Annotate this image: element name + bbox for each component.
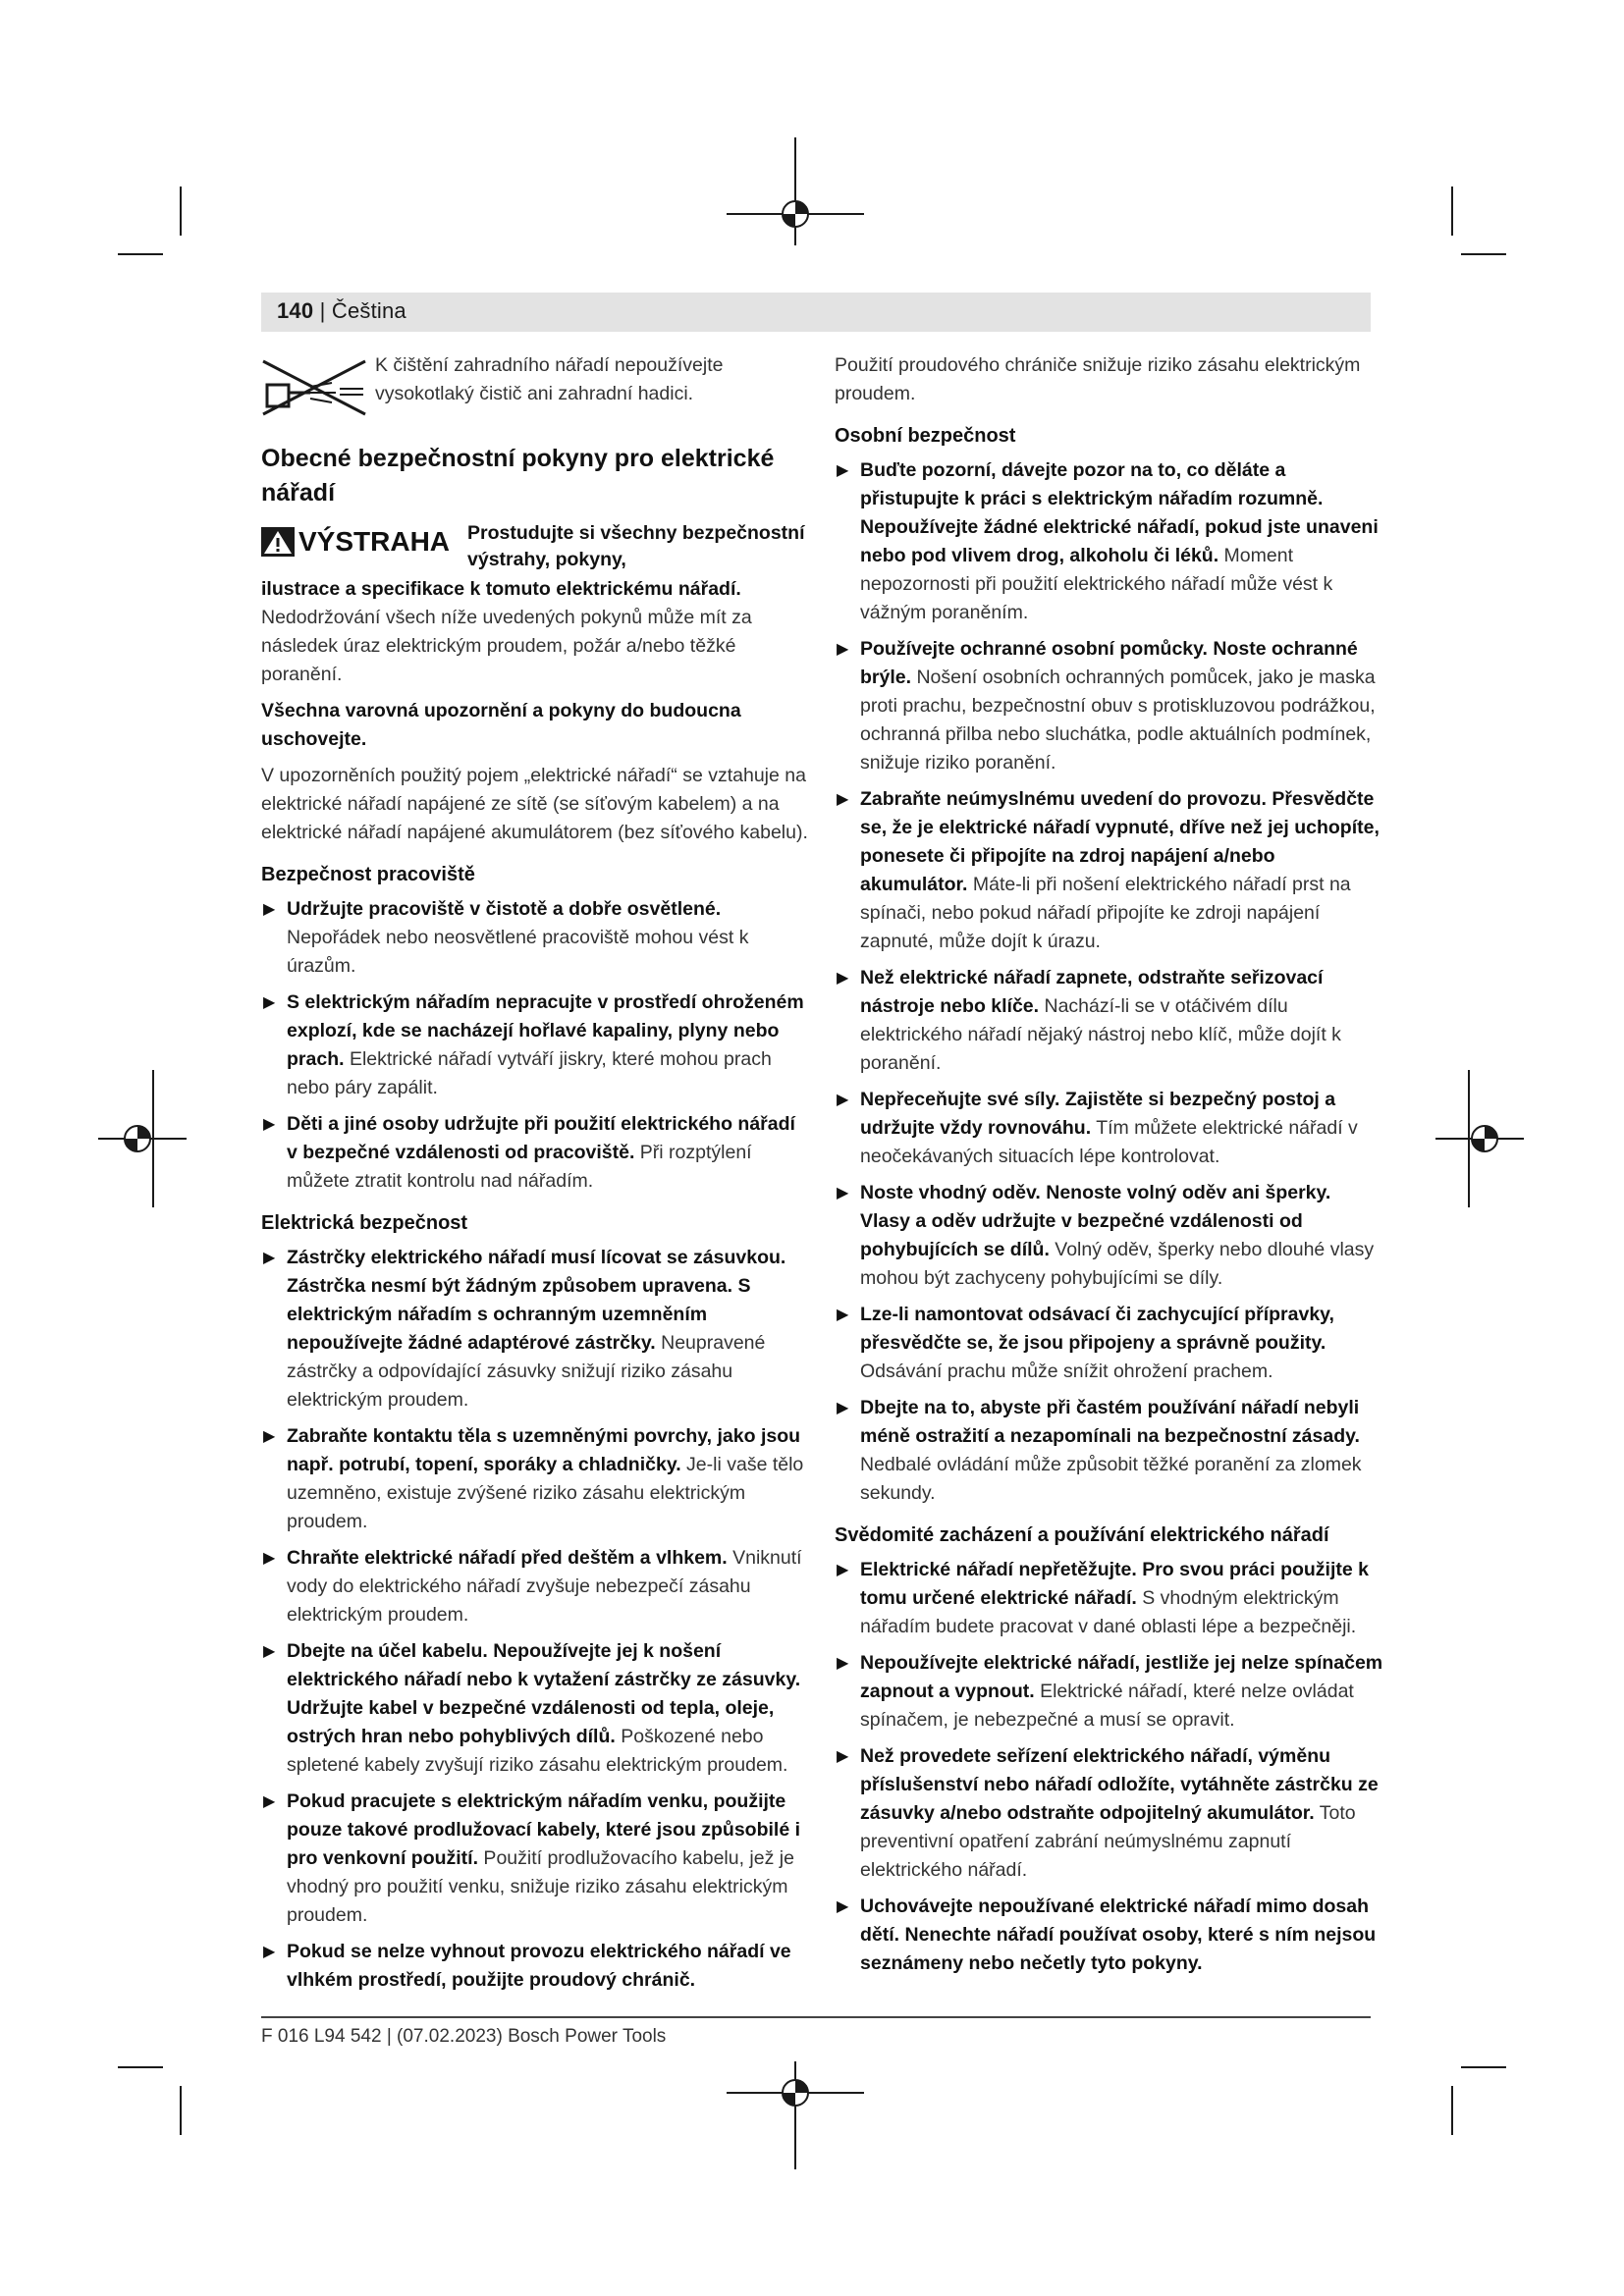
bullet-arrow-icon: ▶ bbox=[837, 1562, 849, 1578]
bullet-text: S vhodným elektrickým nářadím budete pracovat v dané oblasti lépe a bezpečněji. bbox=[860, 1587, 1357, 1637]
section-heading: Bezpečnost pracoviště bbox=[261, 864, 475, 885]
bullet-bold-text: S elektrickým nářadím nepracujte v prostředí ohroženém explozí, kde se nacházejí hořlavé kapaliny, plyny nebo prach. bbox=[287, 991, 804, 1070]
crop-mark bbox=[180, 187, 182, 236]
section-heading: Svědomité zacházení a používání elektrického nářadí bbox=[835, 1524, 1329, 1546]
bullet-arrow-icon: ▶ bbox=[837, 970, 849, 987]
warning-head: Prostudujte si všechny bezpečnostní výstrahy, pokyny, bbox=[467, 522, 805, 570]
garden-note-text: K čištění zahradního nářadí nepoužívejte vysokotlaký čistič ani zahradní hadici. bbox=[375, 354, 724, 404]
bullet-item bbox=[835, 456, 1384, 627]
bullet-arrow-icon: ▶ bbox=[263, 1643, 276, 1660]
warning-label-text: VÝSTRAHA bbox=[298, 526, 451, 557]
bullet-bold-text: Zabraňte neúmyslnému uvedení do provozu. Přesvědčte se, že je elektrické nářadí vypnuté, dříve než jej uchopíte, ponesete či připojíte na zdroj napájení a/nebo akumulátor. bbox=[860, 788, 1380, 895]
bullet-text: Vniknutí vody do elektrického nářadí zvyšuje nebezpečí zásahu elektrickým proudem. bbox=[287, 1547, 802, 1626]
bullet-item bbox=[261, 895, 811, 981]
page-number: 140 bbox=[277, 298, 314, 323]
term-note: V upozorněních použitý pojem „elektrické nářadí“ se vztahuje na elektrické nářadí napájené ze sítě (se síťovým kabelem) a na elektrické nářadí napájené akumulátorem (bez síťového kabelu). bbox=[261, 765, 808, 843]
bullet-bold-text: Lze-li namontovat odsávací či zachycující přípravky, přesvědčte se, že jsou připojeny a správně použity. bbox=[860, 1304, 1334, 1354]
bullet-arrow-icon: ▶ bbox=[263, 1550, 276, 1567]
bullet-bold-text: Děti a jiné osoby udržujte při použití elektrického nářadí v bezpečné vzdálenosti od pracoviště. bbox=[287, 1113, 795, 1163]
bullet-item bbox=[835, 964, 1384, 1078]
registration-mark-icon bbox=[727, 2061, 864, 2169]
section-title: Obecné bezpečnostní pokyny pro elektrické nářadí bbox=[261, 445, 775, 507]
bullet-bold-text: Noste vhodný oděv. Nenoste volný oděv ani šperky. Vlasy a oděv udržujte v bezpečné vzdálenosti od pohybujících se dílů. bbox=[860, 1182, 1331, 1260]
bullet-text: Je-li vaše tělo uzemněno, existuje zvýšené riziko zásahu elektrickým proudem. bbox=[287, 1454, 804, 1532]
bullet-item bbox=[261, 988, 811, 1102]
bullet-arrow-icon: ▶ bbox=[837, 1748, 849, 1765]
bullet-bold-text: Zabraňte kontaktu těla s uzemněnými povrchy, jako jsou např. potrubí, topení, sporáky a chladničky. bbox=[287, 1425, 801, 1475]
warning-triangle-icon bbox=[261, 527, 295, 557]
bullet-item bbox=[835, 1893, 1384, 1978]
bullet-bold-text: Elektrické nářadí nepřetěžujte. Pro svou práci použijte k tomu určené elektrické nářadí. bbox=[860, 1559, 1369, 1609]
left-column bbox=[261, 351, 811, 2002]
crop-mark bbox=[1461, 253, 1506, 255]
bullet-item bbox=[835, 1556, 1384, 1641]
bullet-arrow-icon: ▶ bbox=[837, 1185, 849, 1201]
bullet-text: Máte-li při nošení elektrického nářadí prst na spínači, nebo pokud nářadí připojíte ke zdroji napájení zapnuté, může dojít k úrazu. bbox=[860, 874, 1351, 952]
footer-text: F 016 L94 542 | (07.02.2023) Bosch Power Tools bbox=[261, 2026, 667, 2047]
crop-mark bbox=[1461, 2066, 1506, 2068]
bullet-text: Nepořádek nebo neosvětlené pracoviště mohou vést k úrazům. bbox=[287, 927, 749, 977]
bullet-bold-text: Dbejte na to, abyste při častém používání nářadí nebyli méně ostražití a nezapomínali na bezpečnostní zásady. bbox=[860, 1397, 1360, 1447]
bullet-text: Elektrické nářadí vytváří jiskry, které mohou prach nebo páry zapálit. bbox=[287, 1048, 772, 1098]
no-pressure-washer-icon bbox=[261, 357, 369, 418]
bullet-item bbox=[261, 1422, 811, 1536]
bullet-text: Odsávání prachu může snížit ohrožení prachem. bbox=[860, 1361, 1273, 1382]
bullet-bold-text: Pokud se nelze vyhnout provozu elektrického nářadí ve vlhkém prostředí, použijte proudový chránič. bbox=[287, 1941, 791, 1991]
bullet-bold-text: Buďte pozorní, dávejte pozor na to, co děláte a přistupujte k práci s elektrickým nářadím rozumně. Nepoužívejte žádné elektrické nářadí, pokud jste unaveni nebo pod vlivem drog, alkoholu či léků. bbox=[860, 459, 1379, 566]
crop-mark bbox=[118, 253, 163, 255]
bullet-text: Nedbalé ovládání může způsobit těžké poranění za zlomek sekundy. bbox=[860, 1454, 1362, 1504]
warning-label bbox=[261, 526, 450, 558]
registration-mark-icon bbox=[727, 137, 864, 245]
bullet-item bbox=[835, 1394, 1384, 1508]
bullet-arrow-icon: ▶ bbox=[263, 1944, 276, 1960]
bullet-bold-text: Zástrčky elektrického nářadí musí lícovat se zásuvkou. Zástrčka nesmí být žádným způsobem upravena. S elektrickým nářadím s ochranným uzemněním nepoužívejte žádné adaptérové zástrčky. bbox=[287, 1247, 786, 1354]
bullet-arrow-icon: ▶ bbox=[837, 641, 849, 658]
bullet-bold-text: Pokud pracujete s elektrickým nářadím venku, použijte pouze takové prodlužovací kabely, které jsou způsobilé i pro venkovní použití. bbox=[287, 1790, 801, 1869]
warning-block bbox=[261, 520, 811, 575]
bullet-arrow-icon: ▶ bbox=[837, 791, 849, 808]
bullet-item bbox=[261, 1637, 811, 1780]
bullet-item bbox=[835, 1649, 1384, 1735]
bullet-arrow-icon: ▶ bbox=[263, 1793, 276, 1810]
bullet-bold-text: Než elektrické nářadí zapnete, odstraňte seřizovací nástroje nebo klíče. bbox=[860, 967, 1324, 1017]
bullet-arrow-icon: ▶ bbox=[837, 462, 849, 479]
bullet-text: Moment nepozornosti při použití elektrického nářadí může vést k vážným poraněním. bbox=[860, 545, 1333, 623]
header-text bbox=[277, 298, 406, 324]
bullet-text: Tím můžete elektrické nářadí v neočekávaných situacích lépe kontrolovat. bbox=[860, 1117, 1358, 1167]
bullet-arrow-icon: ▶ bbox=[837, 1655, 849, 1672]
bullet-text: Nošení osobních ochranných pomůcek, jako je maska proti prachu, bezpečnostní obuv s protiskluzovou podrážkou, ochranná přilba nebo sluchátka, podle aktuálních podmínek, snižuje riziko poranění. bbox=[860, 667, 1376, 774]
bullet-arrow-icon: ▶ bbox=[837, 1400, 849, 1416]
bullet-item bbox=[261, 1110, 811, 1196]
bullet-item bbox=[261, 1544, 811, 1629]
bullet-item bbox=[261, 1938, 811, 1995]
bullet-arrow-icon: ▶ bbox=[263, 901, 276, 918]
bullet-bold-text: Uchovávejte nepoužívané elektrické nářadí mimo dosah dětí. Nenechte nářadí používat osoby, které s ním nejsou seznámeny nebo nečetly tyto pokyny. bbox=[860, 1896, 1377, 1974]
bullet-text: Elektrické nářadí, které nelze ovládat spínačem, je nebezpečné a musí se opravit. bbox=[860, 1681, 1354, 1731]
left-sections bbox=[261, 861, 811, 1995]
bullet-bold-text: Používejte ochranné osobní pomůcky. Noste ochranné brýle. bbox=[860, 638, 1358, 688]
header-language: Čeština bbox=[331, 298, 406, 323]
bullet-text: Nachází-li se v otáčivém dílu elektrického nářadí nějaký nástroj nebo klíč, může dojít k poranění. bbox=[860, 995, 1341, 1074]
bullet-bold-text: Nepřeceňujte své síly. Zajistěte si bezpečný postoj a udržujte vždy rovnováhu. bbox=[860, 1089, 1336, 1139]
bullet-bold-text: Udržujte pracoviště v čistotě a dobře osvětlené. bbox=[287, 898, 722, 920]
bullet-item bbox=[261, 1244, 811, 1415]
warning-continuation: ilustrace a specifikace k tomuto elektrickému nářadí. bbox=[261, 578, 741, 600]
bullet-arrow-icon: ▶ bbox=[837, 1307, 849, 1323]
bullet-arrow-icon: ▶ bbox=[837, 1898, 849, 1915]
keep-note: Všechna varovná upozornění a pokyny do budoucna uschovejte. bbox=[261, 700, 741, 750]
bullet-item bbox=[835, 1742, 1384, 1885]
bullet-item bbox=[835, 1086, 1384, 1171]
header-separator: | bbox=[313, 298, 332, 323]
bullet-bold-text: Než provedete seřízení elektrického nářadí, výměnu příslušenství nebo nářadí odložíte, vytáhněte zástrčku ze zásuvky a/nebo odstraňte odpojitelný akumulátor. bbox=[860, 1745, 1379, 1824]
bullet-arrow-icon: ▶ bbox=[263, 1116, 276, 1133]
bullet-bold-text: Nepoužívejte elektrické nářadí, jestliže jej nelze spínačem zapnout a vypnout. bbox=[860, 1652, 1383, 1702]
bullet-text: Při rozptýlení můžete ztratit kontrolu nad nářadím. bbox=[287, 1142, 752, 1192]
bullet-text: Toto preventivní opatření zabrání neúmyslnému zapnutí elektrického nářadí. bbox=[860, 1802, 1356, 1881]
crop-mark bbox=[118, 2066, 163, 2068]
crop-mark bbox=[1451, 2086, 1453, 2135]
crop-mark bbox=[1451, 187, 1453, 236]
bullet-bold-text: Dbejte na účel kabelu. Nepoužívejte jej k nošení elektrického nářadí nebo k vytažení zástrčky ze zásuvky. Udržujte kabel v bezpečné vzdálenosti od tepla, oleje, ostrých hran nebo pohyblivých dílů. bbox=[287, 1640, 801, 1747]
bullet-arrow-icon: ▶ bbox=[837, 1092, 849, 1108]
bullet-text: Poškozené nebo spletené kabely zvyšují riziko zásahu elektrickým proudem. bbox=[287, 1726, 788, 1776]
bullet-text: Neupravené zástrčky a odpovídající zásuvky snižují riziko zásahu elektrickým proudem. bbox=[287, 1332, 766, 1411]
bullet-text: Volný oděv, šperky nebo dlouhé vlasy mohou být zachyceny pohybujícími se díly. bbox=[860, 1239, 1375, 1289]
warning-body: Nedodržování všech níže uvedených pokynů může mít za následek úraz elektrickým proudem, požár a/nebo těžké poranění. bbox=[261, 607, 752, 685]
right-sections bbox=[835, 422, 1384, 1978]
crop-mark bbox=[180, 2086, 182, 2135]
bullet-item bbox=[835, 1179, 1384, 1293]
footer-rule bbox=[261, 2016, 1371, 2018]
bullet-arrow-icon: ▶ bbox=[263, 1250, 276, 1266]
right-column bbox=[835, 351, 1384, 1986]
page-header bbox=[261, 293, 1371, 332]
section-heading: Osobní bezpečnost bbox=[835, 425, 1016, 447]
bullet-item bbox=[261, 1788, 811, 1930]
bullet-arrow-icon: ▶ bbox=[263, 994, 276, 1011]
registration-mark-icon bbox=[98, 1070, 187, 1207]
bullet-item bbox=[835, 785, 1384, 956]
bullet-item bbox=[835, 1301, 1384, 1386]
bullet-bold-text: Chraňte elektrické nářadí před deštěm a vlhkem. bbox=[287, 1547, 728, 1569]
registration-mark-icon bbox=[1435, 1070, 1524, 1207]
bullet-item bbox=[835, 635, 1384, 777]
bullet-text: Použití prodlužovacího kabelu, jež je vhodný pro použití venku, snižuje riziko zásahu elektrickým proudem. bbox=[287, 1847, 794, 1926]
bullet-arrow-icon: ▶ bbox=[263, 1428, 276, 1445]
garden-note bbox=[261, 351, 811, 422]
section-heading: Elektrická bezpečnost bbox=[261, 1212, 468, 1234]
continuation-text: Použití proudového chrániče snižuje riziko zásahu elektrickým proudem. bbox=[835, 354, 1361, 404]
